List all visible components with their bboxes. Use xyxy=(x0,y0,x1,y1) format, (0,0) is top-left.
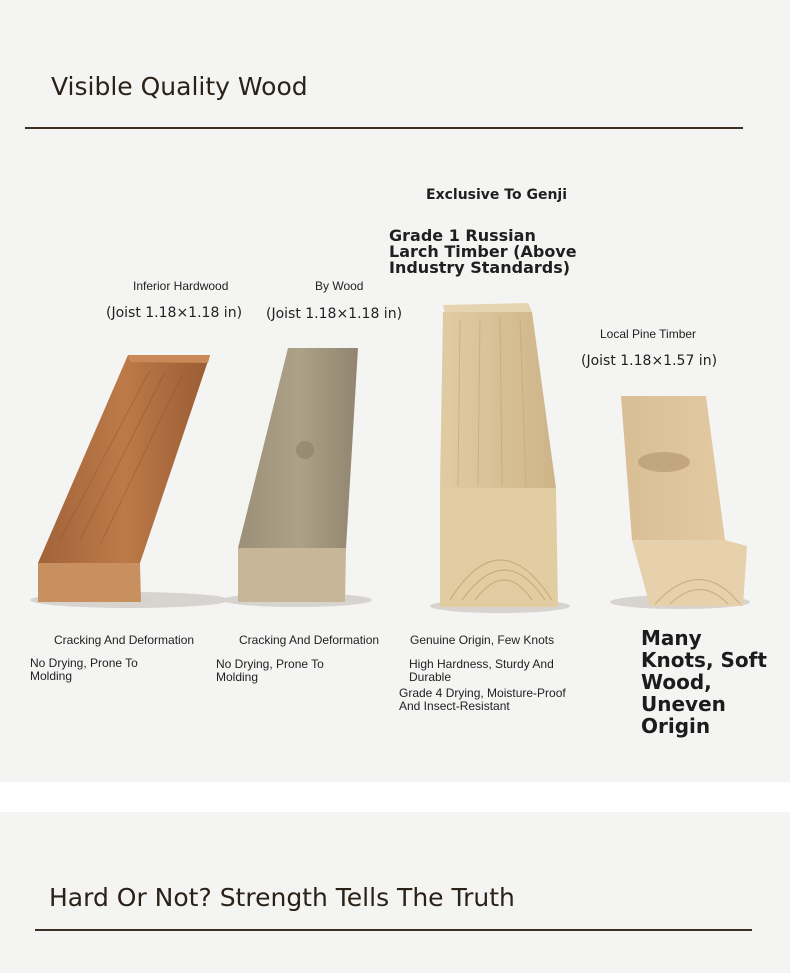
russian-larch-title: Grade 1 Russian Larch Timber (Above Industry Standards) xyxy=(389,226,577,277)
by-wood-label: By Wood xyxy=(315,279,364,293)
local-pine-size: (Joist 1.18×1.57 in) xyxy=(581,353,718,369)
inferior-hardwood-note-2: No Drying, Prone To Molding xyxy=(30,656,138,683)
inferior-hardwood-label: Inferior Hardwood xyxy=(133,279,229,293)
strength-divider xyxy=(35,929,752,931)
larch-note-1: Genuine Origin, Few Knots xyxy=(410,633,555,647)
inferior-hardwood-sample xyxy=(30,355,230,608)
local-pine-note: Many Knots, Soft Wood, Uneven Origin xyxy=(641,626,767,738)
russian-larch-sample xyxy=(430,303,570,613)
by-wood-sample xyxy=(222,348,372,607)
larch-note-2: High Hardness, Sturdy And Durable xyxy=(409,657,554,684)
by-wood-note-1: Cracking And Deformation xyxy=(239,633,380,647)
section-title: Visible Quality Wood xyxy=(51,72,308,101)
by-wood-size: (Joist 1.18×1.18 in) xyxy=(266,306,403,322)
inferior-hardwood-note-1: Cracking And Deformation xyxy=(54,633,195,647)
strength-title: Hard Or Not? Strength Tells The Truth xyxy=(49,883,515,912)
local-pine-sample xyxy=(610,396,750,609)
local-pine-label: Local Pine Timber xyxy=(600,327,697,341)
genji-label: Exclusive To Genji xyxy=(426,187,568,203)
larch-note-3: Grade 4 Drying, Moisture-Proof And Insect-Resistant xyxy=(399,686,566,713)
by-wood-note-2: No Drying, Prone To Molding xyxy=(216,657,324,684)
inferior-hardwood-size: (Joist 1.18×1.18 in) xyxy=(106,305,243,321)
